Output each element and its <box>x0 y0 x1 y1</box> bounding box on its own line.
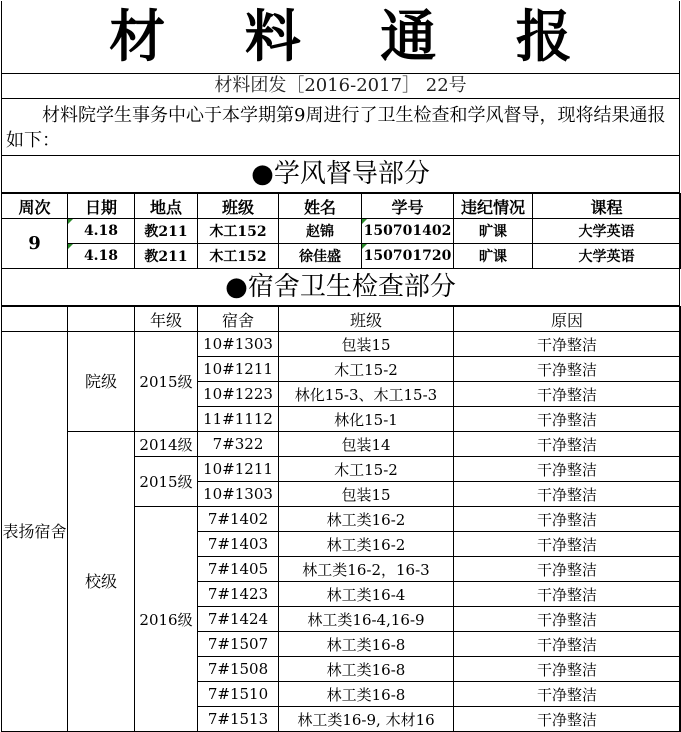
document-number: 材料团发［2016-2017］ 22号 <box>2 74 679 99</box>
reason-cell: 干净整洁 <box>454 482 681 507</box>
table-header-row <box>2 194 681 219</box>
class-cell: 包装14 <box>279 432 454 457</box>
date-cell: 4.18 <box>68 244 135 269</box>
date-cell: 4.18 <box>68 219 135 244</box>
dorm-cell: 10#1211 <box>198 357 279 382</box>
class-cell: 林工类16-9, 木材16 <box>279 707 454 732</box>
class-cell: 林化15-3、木工15-3 <box>279 382 454 407</box>
dorm-cell: 7#1424 <box>198 607 279 632</box>
table-header-row <box>2 307 681 332</box>
dorm-cell: 7#322 <box>198 432 279 457</box>
reason-cell: 干净整洁 <box>454 582 681 607</box>
class-cell: 木工152 <box>198 244 279 269</box>
header-class: 班级 <box>198 194 279 219</box>
dorm-cell: 7#1403 <box>198 532 279 557</box>
class-cell: 林工类16-8 <box>279 682 454 707</box>
category-cell: 表扬宿舍 <box>2 332 68 732</box>
section-study-supervision-title: ●学风督导部分 <box>2 156 679 193</box>
course-cell: 大学英语 <box>533 219 681 244</box>
reason-cell: 干净整洁 <box>454 632 681 657</box>
reason-cell: 干净整洁 <box>454 557 681 582</box>
student-id-cell: 150701720 <box>362 244 454 269</box>
intro-paragraph: 材料院学生事务中心于本学期第9周进行了卫生检查和学风督导，现将结果通报如下： <box>2 99 679 156</box>
class-cell: 包装15 <box>279 482 454 507</box>
section-dorm-inspection-title: ●宿舍卫生检查部分 <box>2 269 679 306</box>
class-cell: 木工152 <box>198 219 279 244</box>
class-cell: 林工类16-8 <box>279 657 454 682</box>
header-violation: 违纪情况 <box>454 194 533 219</box>
dorm-cell: 10#1211 <box>198 457 279 482</box>
header-course: 课程 <box>533 194 681 219</box>
violation-cell: 旷课 <box>454 244 533 269</box>
grade-cell: 2015级 <box>135 457 198 507</box>
reason-cell: 干净整洁 <box>454 507 681 532</box>
name-cell: 徐佳盛 <box>279 244 362 269</box>
reason-cell: 干净整洁 <box>454 332 681 357</box>
grade-cell: 2014级 <box>135 432 198 457</box>
report-title: 材 料 通 报 <box>2 1 679 74</box>
level-school-cell: 校级 <box>68 432 135 732</box>
class-cell: 林工类16-8 <box>279 632 454 657</box>
reason-cell: 干净整洁 <box>454 407 681 432</box>
reason-cell: 干净整洁 <box>454 357 681 382</box>
header-blank-1 <box>2 307 68 332</box>
reason-cell: 干净整洁 <box>454 382 681 407</box>
header-class: 班级 <box>279 307 454 332</box>
dorm-cell: 10#1303 <box>198 332 279 357</box>
table-row <box>2 432 681 457</box>
class-cell: 木工15-2 <box>279 357 454 382</box>
header-dorm: 宿舍 <box>198 307 279 332</box>
course-cell: 大学英语 <box>533 244 681 269</box>
grade-cell: 2015级 <box>135 332 198 432</box>
violation-cell: 旷课 <box>454 219 533 244</box>
class-cell: 木工15-2 <box>279 457 454 482</box>
dorm-cell: 10#1303 <box>198 482 279 507</box>
dorm-cell: 7#1513 <box>198 707 279 732</box>
header-reason: 原因 <box>454 307 681 332</box>
week-cell: 9 <box>2 219 68 269</box>
study-supervision-table <box>1 193 681 269</box>
class-cell: 林工类16-4 <box>279 582 454 607</box>
header-blank-2 <box>68 307 135 332</box>
reason-cell: 干净整洁 <box>454 432 681 457</box>
dorm-cell: 7#1402 <box>198 507 279 532</box>
reason-cell: 干净整洁 <box>454 532 681 557</box>
reason-cell: 干净整洁 <box>454 457 681 482</box>
grade-cell: 2016级 <box>135 507 198 732</box>
table-row <box>2 244 681 269</box>
reason-cell: 干净整洁 <box>454 607 681 632</box>
class-cell: 林工类16-4,16-9 <box>279 607 454 632</box>
level-college-cell: 院级 <box>68 332 135 432</box>
header-student-id: 学号 <box>362 194 454 219</box>
reason-cell: 干净整洁 <box>454 657 681 682</box>
reason-cell: 干净整洁 <box>454 682 681 707</box>
reason-cell: 干净整洁 <box>454 707 681 732</box>
dorm-cell: 7#1507 <box>198 632 279 657</box>
dorm-cell: 7#1423 <box>198 582 279 607</box>
dorm-cell: 7#1405 <box>198 557 279 582</box>
header-grade: 年级 <box>135 307 198 332</box>
class-cell: 林化15-1 <box>279 407 454 432</box>
student-id-cell: 150701402 <box>362 219 454 244</box>
location-cell: 教211 <box>135 219 198 244</box>
header-week: 周次 <box>2 194 68 219</box>
report-sheet <box>1 1 680 732</box>
dorm-cell: 7#1510 <box>198 682 279 707</box>
header-name: 姓名 <box>279 194 362 219</box>
table-row <box>2 219 681 244</box>
location-cell: 教211 <box>135 244 198 269</box>
dorm-cell: 11#1112 <box>198 407 279 432</box>
header-location: 地点 <box>135 194 198 219</box>
header-date: 日期 <box>68 194 135 219</box>
dorm-inspection-table <box>1 306 681 732</box>
name-cell: 赵锦 <box>279 219 362 244</box>
class-cell: 林工类16-2，16-3 <box>279 557 454 582</box>
dorm-cell: 7#1508 <box>198 657 279 682</box>
class-cell: 林工类16-2 <box>279 507 454 532</box>
class-cell: 林工类16-2 <box>279 532 454 557</box>
class-cell: 包装15 <box>279 332 454 357</box>
dorm-cell: 10#1223 <box>198 382 279 407</box>
table-row <box>2 332 681 357</box>
